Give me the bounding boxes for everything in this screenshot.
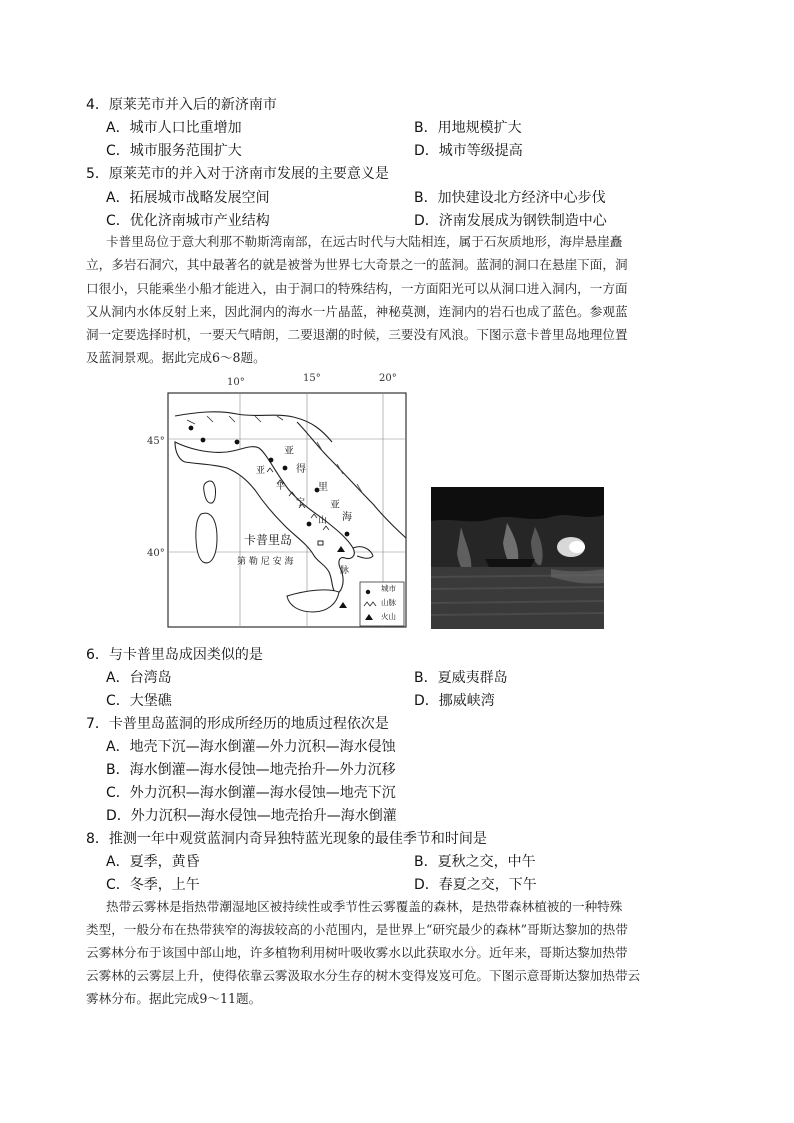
q8-option-d: D．春夏之交，下午	[414, 877, 537, 893]
adriatic-label-5: 海	[342, 512, 352, 523]
apennine-label-1: 亚	[256, 466, 266, 476]
adriatic-label-4: 亚	[330, 500, 340, 511]
q7-option-b: B．海水倒灌—海水侵蚀—地壳抬升—外力沉移	[106, 762, 396, 778]
blue-grotto-photo	[431, 487, 604, 629]
passage2-line: 云雾林的云雾层上升，使得依靠云雾汲取水分生存的树木变得岌岌可危。下图示意哥斯达黎加热带云	[86, 968, 641, 983]
lat-label-45: 45°	[147, 436, 165, 447]
q4-option-d: D．城市等级提高	[414, 143, 523, 159]
q5-option-c: C．优化济南城市产业结构	[106, 213, 270, 229]
apennine-label-2: 平	[276, 482, 286, 492]
passage1-line: 及蓝洞景观。据此完成6～8题。	[86, 350, 266, 365]
capri-marker	[318, 541, 323, 545]
apennine-label-5: 脉	[340, 566, 350, 576]
q5-option-d: D．济南发展成为钢铁制造中心	[414, 213, 607, 229]
q8-stem: 8．推测一年中观赏蓝洞内奇异独特蓝光现象的最佳季节和时间是	[86, 831, 487, 847]
q6-option-d: D．挪威峡湾	[414, 693, 495, 709]
legend-mountain-label: 山脉	[381, 598, 396, 607]
adriatic-label-1: 亚	[284, 446, 294, 457]
apennine-label-4: 山	[318, 516, 328, 526]
passage2-line: 类型，一般分布在热带狭窄的海拔较高的小范围内，是世界上“研究最少的森林”哥斯达黎加的热带	[86, 922, 628, 937]
italy-location-map	[167, 372, 407, 628]
adriatic-label-2: 得	[296, 464, 306, 475]
q8-option-b: B．夏秋之交，中午	[414, 854, 536, 870]
passage2-line: 雾林分布。据此完成9～11题。	[86, 991, 262, 1006]
q4-stem: 4．原莱芜市并入后的新济南市	[86, 97, 277, 113]
q8-option-c: C．冬季，上午	[106, 877, 200, 893]
capri-label: 卡普里岛	[244, 533, 293, 547]
q4-option-a: A．城市人口比重增加	[106, 120, 242, 136]
q6-option-b: B．夏威夷群岛	[414, 670, 508, 686]
legend-volcano-label: 火山	[381, 612, 396, 621]
legend-city-label: 城市	[381, 584, 396, 593]
lat-label-40: 40°	[147, 548, 165, 559]
apennine-label-3: 宁	[296, 498, 306, 508]
passage1-line: 又从洞内水体反射上来，因此洞内的海水一片晶蓝，神秘莫测，连洞内的岩石也成了蓝色。参观蓝	[86, 304, 628, 319]
passage1-line: 卡普里岛位于意大利那不勒斯湾南部，在远古时代与大陆相连，属于石灰质地形，海岸悬崖矗	[106, 234, 623, 249]
lon-label-20: 20°	[379, 373, 397, 384]
passage1-line: 口很小，只能乘坐小船才能进入，由于洞口的特殊结构，一方面阳光可以从洞口进入洞内，一方面	[86, 281, 628, 296]
lon-label-15: 15°	[303, 373, 321, 384]
q6-option-c: C．大堡礁	[106, 693, 172, 709]
q6-option-a: A．台湾岛	[106, 670, 172, 686]
passage1-line: 洞一定要选择时机，一要天气晴朗，二要退潮的时候，三要没有风浪。下图示意卡普里岛地理位置	[86, 327, 628, 342]
q6-stem: 6．与卡普里岛成因类似的是	[86, 647, 263, 663]
q7-option-a: A．地壳下沉—海水倒灌—外力沉积—海水侵蚀	[106, 739, 396, 755]
q7-option-c: C．外力沉积—海水倒灌—海水侵蚀—地壳下沉	[106, 785, 396, 801]
q5-option-a: A．拓展城市战略发展空间	[106, 190, 270, 206]
legend-city-symbol	[366, 590, 370, 594]
lon-label-10: 10°	[227, 377, 245, 388]
sardinia	[196, 513, 217, 563]
q7-option-d: D．外力沉积—海水侵蚀—地壳抬升—海水倒灌	[106, 808, 397, 824]
q7-stem: 7．卡普里岛蓝洞的形成所经历的地质过程依次是	[86, 716, 389, 732]
q4-option-c: C．城市服务范围扩大	[106, 143, 242, 159]
q5-stem: 5．原莱芜市的并入对于济南市发展的主要意义是	[86, 166, 389, 182]
q4-option-b: B．用地规模扩大	[414, 120, 522, 136]
adriatic-label-3: 里	[318, 482, 328, 493]
q8-option-a: A．夏季，黄昏	[106, 854, 200, 870]
tyrrhenian-label: 第 勒 尼 安 海	[237, 557, 294, 567]
passage1-line: 立，多岩石洞穴，其中最著名的就是被誉为世界七大奇景之一的蓝洞。蓝洞的洞口在悬崖下面，洞	[86, 257, 628, 272]
passage2-line: 云雾林分布于该国中部山地，许多植物利用树叶吸收雾水以此获取水分。近年来，哥斯达黎加热带	[86, 945, 628, 960]
q5-option-b: B．加快建设北方经济中心步伐	[414, 190, 606, 206]
passage2-line: 热带云雾林是指热带潮湿地区被持续性或季节性云雾覆盖的森林，是热带森林植被的一种特殊	[106, 899, 623, 914]
